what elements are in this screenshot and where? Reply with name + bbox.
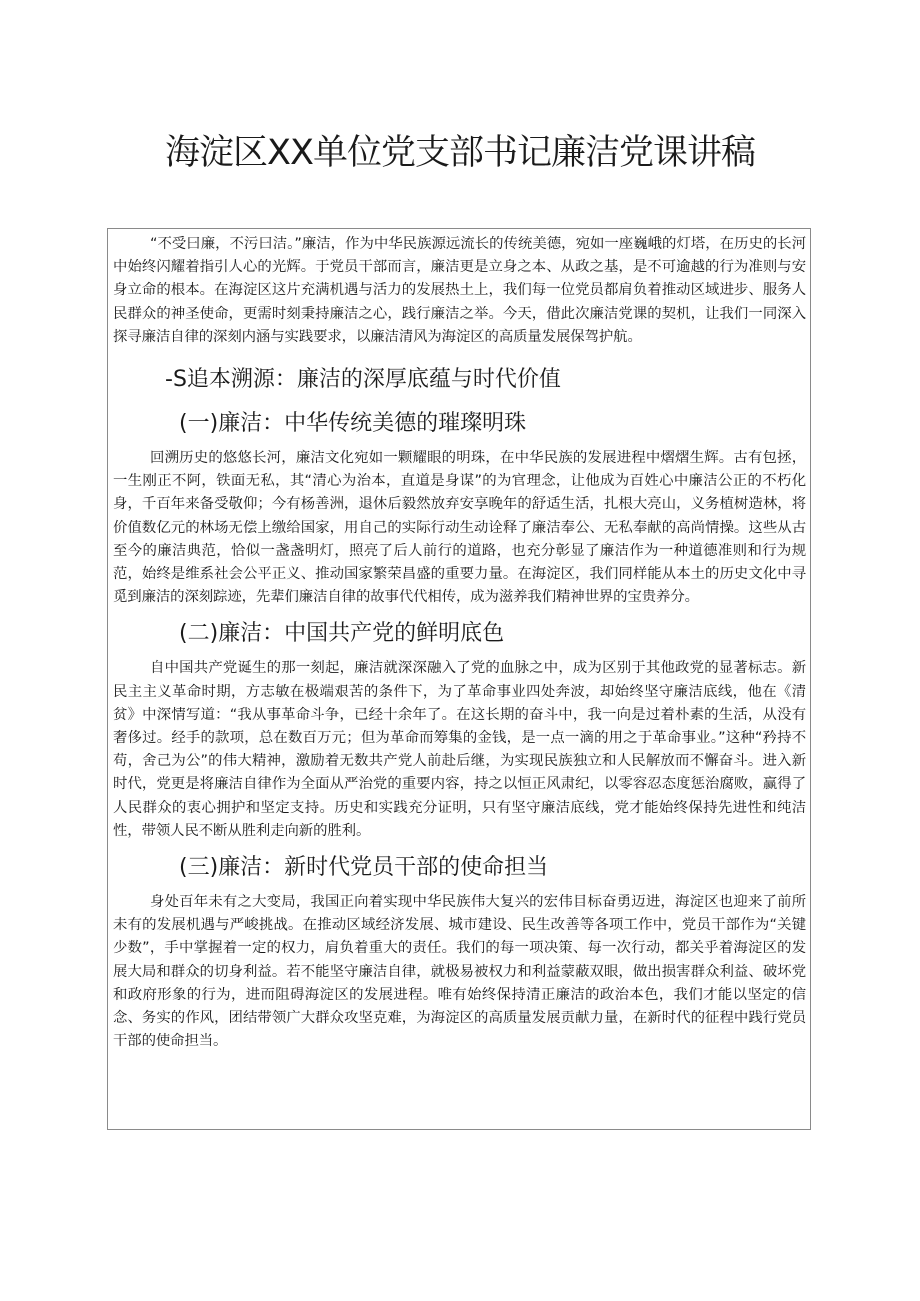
subsection-body-3: 身处百年未有之大变局，我国正向着实现中华民族伟大复兴的宏伟目标奋勇迈进，海淀区也迎来了前所未有的发展机遇与严峻挑战。在推动区域经济发展、城市建设、民生改善等各项工作中，党员干部作为“关键少数”，手中掌握着一定的权力，肩负着重大的责任。我们的每一项决策、每一次行动，都关乎着海淀区的发展大局和群众的切身利益。若不能坚守廉洁自律，就极易被权力和利益蒙蔽双眼，做出损害群众利益、破坏党和政府形象的行为，进而阻碍海淀区的发展进程。唯有始终保持清正廉洁的政治本色，我们才能以坚定的信念、务实的作风，团结带领广大群众攻坚克难，为海淀区的高质量发展贡献力量，在新时代的征程中践行党员干部的使命担当。	[113, 894, 806, 1050]
subsection-heading-3: (三)廉洁：新时代党员干部的使命担当	[179, 855, 549, 881]
content-frame	[107, 228, 811, 1130]
subsection-body-2: 自中国共产党诞生的那一刻起，廉洁就深深融入了党的血脉之中，成为区别于其他政党的显著标志。新民主主义革命时期，方志敏在极端艰苦的条件下，为了革命事业四处奔波，却始终坚守廉洁底线，他在《清贫》中深情写道：“我从事革命斗争，已经十余年了。在这长期的奋斗中，我一向是过着朴素的生活，从没有奢侈过。经手的款项，总在数百万元；但为革命而筹集的金钱，是一点一滴的用之于革命事业。”这种“矜持不苟，舍己为公”的伟大精神，激励着无数共产党人前赴后继，为实现民族独立和人民解放而不懈奋斗。进入新时代，党更是将廉洁自律作为全面从严治党的重要内容，持之以恒正风肃纪，以零容忍态度惩治腐败，赢得了人民群众的衷心拥护和坚定支持。历史和实践充分证明，只有坚守廉洁底线，党才能始终保持先进性和纯洁性，带领人民不断从胜利走向新的胜利。	[113, 660, 806, 839]
intro-paragraph: “不受曰廉，不污曰洁。”廉洁，作为中华民族源远流长的传统美德，宛如一座巍峨的灯塔，在历史的长河中始终闪耀着指引人心的光辉。于党员干部而言，廉洁更是立身之本、从政之基，是不可逾越的行为准则与安身立命的根本。在海淀区这片充满机遇与活力的发展热土上，我们每一位党员都肩负着推动区域进步、服务人民群众的神圣使命，更需时刻秉持廉洁之心，践行廉洁之举。今天，借此次廉洁党课的契机，让我们一同深入探寻廉洁自律的深刻内涵与实践要求，以廉洁清风为海淀区的高质量发展保驾护航。	[113, 236, 806, 345]
subsection-body-1: 回溯历史的悠悠长河，廉洁文化宛如一颗耀眼的明珠，在中华民族的发展进程中熠熠生辉。古有包拯，一生刚正不阿，铁面无私，其“清心为治本，直道是身谋”的为官理念，让他成为百姓心中廉洁公正的不朽化身，千百年来备受敬仰；今有杨善洲，退休后毅然放弃安享晚年的舒适生活，扎根大亮山，义务植树造林，将价值数亿元的林场无偿上缴给国家，用自己的实际行动生动诠释了廉洁奉公、无私奉献的高尚情操。这些从古至今的廉洁典范，恰似一盏盏明灯，照亮了后人前行的道路，也充分彰显了廉洁作为一种道德准则和行为规范，始终是维系社会公平正义、推动国家繁荣昌盛的重要力量。在海淀区，我们同样能从本土的历史文化中寻觅到廉洁的深刻踪迹，先辈们廉洁自律的故事代代相传，成为滋养我们精神世界的宝贵养分。	[113, 450, 806, 606]
section-heading: -S追本溯源：廉洁的深厚底蕴与时代价值	[165, 367, 561, 393]
document-title: 海淀区XX单位党支部书记廉洁党课讲稿	[165, 133, 755, 173]
subsection-heading-2: (二)廉洁：中国共产党的鲜明底色	[179, 621, 505, 647]
subsection-heading-1: (一)廉洁：中华传统美德的璀璨明珠	[179, 411, 527, 437]
